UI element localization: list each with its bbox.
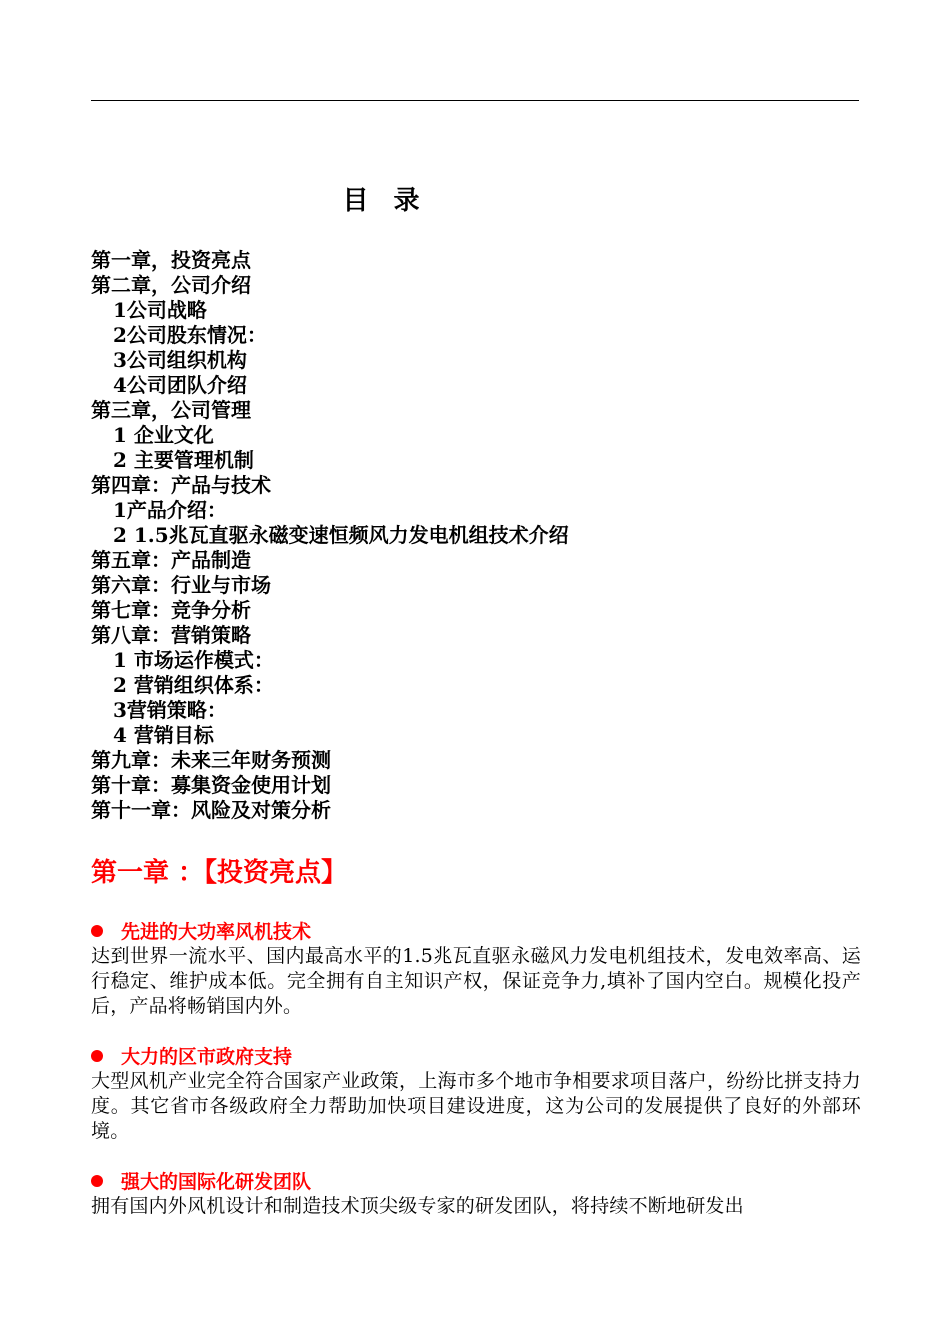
toc-item[interactable]: 1产品介绍： xyxy=(113,498,227,522)
toc-item[interactable]: 1 企业文化 xyxy=(113,423,214,447)
toc-item[interactable]: 2公司股东情况： xyxy=(113,323,267,347)
highlight-body: 拥有国内外风机设计和制造技术顶尖级专家的研发团队，将持续不断地研发出 xyxy=(91,1195,744,1217)
highlight-title-text: 大力的区市政府支持 xyxy=(121,1046,293,1068)
toc-item[interactable]: 4公司团队介绍 xyxy=(113,373,247,397)
highlight-title-text: 先进的大功率风机技术 xyxy=(121,921,312,943)
toc-item[interactable]: 2 1.5兆瓦直驱永磁变速恒频风力发电机组技术介绍 xyxy=(113,523,569,547)
toc-item[interactable]: 1公司战略 xyxy=(113,298,207,322)
toc-item[interactable]: 第八章：营销策略 xyxy=(91,623,251,647)
toc-item[interactable]: 第九章：未来三年财务预测 xyxy=(91,748,331,772)
toc-item[interactable]: 第二章，公司介绍 xyxy=(91,273,251,297)
toc-item[interactable]: 第十章：募集资金使用计划 xyxy=(91,773,331,797)
highlight-section xyxy=(91,1045,861,1144)
toc-item[interactable]: 第五章：产品制造 xyxy=(91,548,251,572)
toc-item[interactable]: 第三章，公司管理 xyxy=(91,398,251,422)
highlight-section xyxy=(91,1170,861,1219)
highlight-title xyxy=(91,1045,861,1069)
toc-item[interactable]: 第十一章：风险及对策分析 xyxy=(91,798,331,822)
highlight-title xyxy=(91,1170,861,1194)
toc-item[interactable]: 第六章：行业与市场 xyxy=(91,573,271,597)
highlight-section xyxy=(91,920,861,1019)
toc-item[interactable]: 3公司组织机构 xyxy=(113,348,247,372)
bullet-icon xyxy=(91,925,103,937)
bullet-icon xyxy=(91,1050,103,1062)
bullet-icon xyxy=(91,1175,103,1187)
chapter-heading: 第一章 ：【投资亮点】 xyxy=(91,858,348,888)
header-rule xyxy=(91,100,859,101)
toc-title: 目 录 xyxy=(342,186,428,216)
highlight-body: 达到世界一流水平、国内最高水平的1.5兆瓦直驱永磁风力发电机组技术，发电效率高、运行稳定、维护成本低。完全拥有自主知识产权，保证竞争力,填补了国内空白。规模化投产后，产品将畅销国内外。 xyxy=(91,945,861,1017)
toc-item[interactable]: 2 营销组织体系： xyxy=(113,673,274,697)
highlight-title xyxy=(91,920,861,944)
toc-item[interactable]: 4 营销目标 xyxy=(113,723,214,747)
toc-item[interactable]: 第四章：产品与技术 xyxy=(91,473,271,497)
highlight-body: 大型风机产业完全符合国家产业政策，上海市多个地市争相要求项目落户，纷纷比拼支持力度。其它省市各级政府全力帮助加快项目建设进度，这为公司的发展提供了良好的外部环境。 xyxy=(91,1070,861,1142)
toc-item[interactable]: 第七章：竞争分析 xyxy=(91,598,251,622)
toc-item[interactable]: 1 市场运作模式： xyxy=(113,648,274,672)
toc-item[interactable]: 第一章，投资亮点 xyxy=(91,248,251,272)
highlight-title-text: 强大的国际化研发团队 xyxy=(121,1171,312,1193)
toc-item[interactable]: 2 主要管理机制 xyxy=(113,448,254,472)
toc-item[interactable]: 3营销策略： xyxy=(113,698,227,722)
table-of-contents xyxy=(91,248,861,823)
